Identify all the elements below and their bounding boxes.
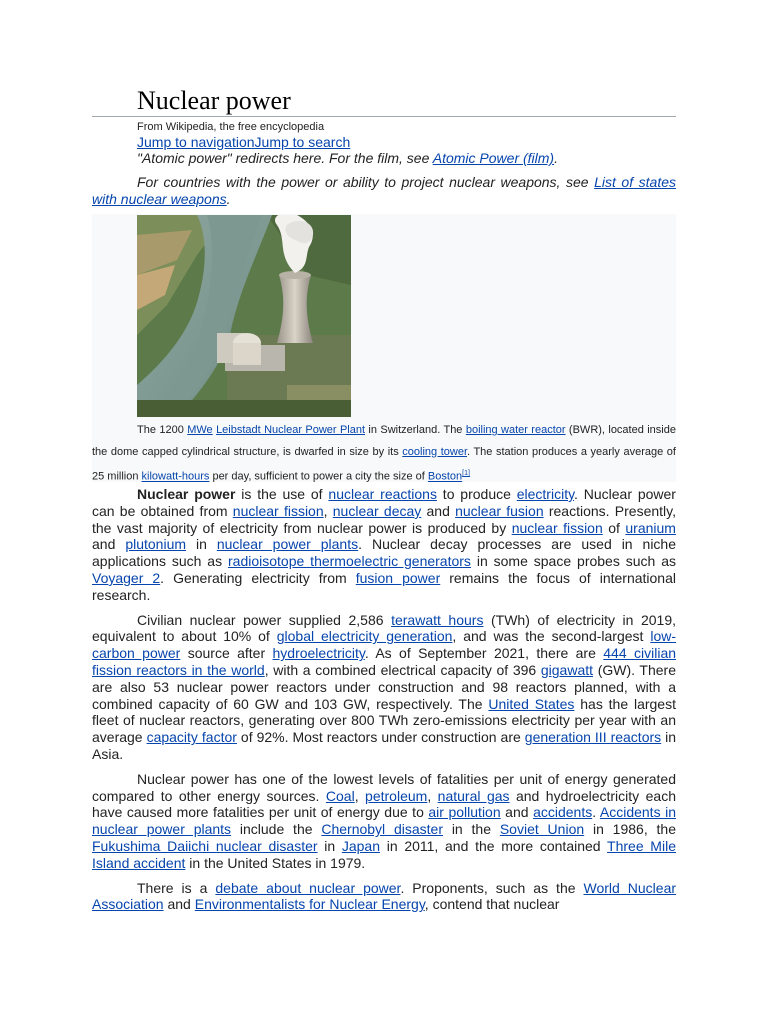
united-states-link[interactable]: United States (488, 695, 575, 712)
text: to produce (436, 486, 517, 502)
text: (GW). There are also 53 nuclear power reactors under construction and 98 reactors planned, with a combined capacity of 60 GW and 103 GW, respectively. The (92, 661, 676, 712)
caption-text: per day, sufficient to power a city the size of (209, 470, 428, 483)
text: in (186, 536, 217, 553)
boiling-water-reactor-link[interactable]: boiling water reactor (465, 424, 566, 436)
text: of 92%. Most reactors under construction are (236, 729, 525, 746)
air-pollution-link[interactable]: air pollution (428, 804, 501, 821)
text: . Nuclear power can be obtained from (92, 486, 676, 519)
nuclear-fission-link[interactable]: nuclear fission (232, 502, 324, 519)
leibstadt-link[interactable]: Leibstadt Nuclear Power Plant (216, 424, 366, 436)
text: and (500, 804, 534, 821)
hydroelectricity-link[interactable]: hydroelectricity (272, 645, 365, 662)
paragraph-1 (92, 486, 676, 604)
text: and hydroelectricity each have caused more fatalities per unit of energy due to (92, 787, 676, 821)
site-tagline: From Wikipedia, the free encyclopedia (137, 121, 325, 133)
mwe-link[interactable]: MWe (187, 424, 213, 436)
text: There is a (137, 879, 216, 896)
paragraph-2 (92, 612, 676, 763)
text: in the (443, 821, 500, 838)
text: in some space probes such as (470, 553, 676, 570)
bold-term: Nuclear power (137, 486, 236, 502)
kilowatt-hours-link[interactable]: kilowatt-hours (141, 470, 210, 483)
generation-iii-reactors-link[interactable]: generation III reactors (524, 729, 662, 746)
three-mile-island-link[interactable]: Three Mile Island accident (92, 837, 676, 871)
caption-text: in Switzerland. The (365, 424, 466, 436)
text: . Nuclear decay processes are used in niche applications such as (92, 536, 677, 570)
reference-link[interactable]: [1] (462, 470, 470, 477)
hatnote-atomic-power (137, 150, 558, 166)
text: , (354, 787, 366, 804)
text: reactions. Presently, the vast majority of electricity from nuclear power is produced by (92, 502, 676, 536)
paragraph-3 (92, 771, 676, 872)
uranium-link[interactable]: uranium (625, 519, 676, 536)
global-electricity-generation-link[interactable]: global electricity generation (276, 628, 453, 645)
text: in 2011, and the more contained (380, 837, 608, 854)
states-with-nuclear-weapons-link[interactable]: List of states with nuclear weapons (92, 174, 676, 207)
hatnote-period: . (226, 191, 231, 207)
hatnote-nuclear-weapons (92, 174, 676, 208)
text: include the (231, 821, 322, 838)
nuclear-fusion-link[interactable]: nuclear fusion (455, 502, 544, 519)
nuclear-debate-link[interactable]: debate about nuclear power (215, 879, 401, 896)
title-divider (92, 116, 676, 117)
rtg-link[interactable]: radioisotope thermoelectric generators (228, 553, 471, 570)
text: and (92, 536, 126, 553)
soviet-union-link[interactable]: Soviet Union (499, 821, 585, 838)
electricity-link[interactable]: electricity (516, 486, 575, 502)
natural-gas-link[interactable]: natural gas (437, 787, 510, 804)
text: . Generating electricity from (160, 569, 356, 586)
japan-link[interactable]: Japan (341, 837, 381, 854)
nuclear-fission-link-2[interactable]: nuclear fission (511, 519, 603, 536)
boston-link[interactable]: Boston (427, 470, 463, 483)
text: , (323, 502, 333, 519)
figure-caption (92, 420, 676, 488)
low-carbon-power-link[interactable]: low-carbon power (92, 628, 676, 662)
atomic-power-film-link[interactable]: Atomic Power (film) (432, 150, 555, 166)
text: in Asia. (92, 729, 677, 762)
text: and (163, 896, 195, 913)
jump-links (137, 134, 350, 150)
text: , (427, 787, 438, 804)
plutonium-link[interactable]: plutonium (125, 536, 187, 553)
text: Civilian nuclear power supplied 2,586 (137, 611, 392, 628)
text: . As of September 2021, there are (364, 645, 604, 662)
accidents-link[interactable]: accidents (533, 804, 593, 821)
nuclear-accidents-link[interactable]: Accidents in nuclear power plants (92, 804, 676, 838)
caption-text: (BWR), located inside the dome capped cylindrical structure, is dwarfed in size by its (92, 424, 676, 458)
environmentalists-link[interactable]: Environmentalists for Nuclear Energy (194, 896, 425, 913)
voyager-2-link[interactable]: Voyager 2 (92, 569, 161, 586)
text: has the largest fleet of nuclear reactors, generating over 800 TWh zero-emissions electricity per year with an average (92, 695, 676, 746)
text: in 1986, the (584, 821, 676, 838)
fukushima-link[interactable]: Fukushima Daiichi nuclear disaster (92, 837, 318, 854)
chernobyl-disaster-link[interactable]: Chernobyl disaster (321, 821, 443, 838)
caption-text: The 1200 (137, 424, 188, 436)
power-plant-photo[interactable] (137, 215, 351, 417)
nuclear-decay-link[interactable]: nuclear decay (332, 502, 422, 519)
jump-to-search-link[interactable]: Jump to search (254, 134, 351, 150)
text: and (421, 502, 456, 519)
caption-text: . The station produces a yearly average of 25 million (92, 445, 676, 483)
terawatt-hours-link[interactable]: terawatt hours (391, 611, 484, 628)
text: . Proponents, such as the (400, 879, 584, 896)
fusion-power-link[interactable]: fusion power (355, 569, 441, 586)
jump-to-navigation-link[interactable]: Jump to navigation (137, 134, 255, 150)
nuclear-reactions-link[interactable]: nuclear reactions (328, 486, 437, 502)
world-nuclear-association-link[interactable]: World Nuclear Association (92, 879, 677, 913)
nuclear-power-plants-link[interactable]: nuclear power plants (216, 536, 359, 553)
hatnote-period: . (554, 150, 558, 166)
article-body (92, 486, 676, 921)
text: , contend that nuclear (424, 896, 560, 913)
text: remains the focus of international research. (92, 569, 676, 603)
text: source after (180, 645, 273, 662)
text: , and was the second-largest (452, 628, 651, 645)
text: Nuclear power has one of the lowest levels of fatalities per unit of energy generated compared to other energy sources. (92, 770, 676, 804)
petroleum-link[interactable]: petroleum (365, 787, 428, 804)
power-plant-image (137, 215, 351, 417)
paragraph-4 (92, 880, 676, 914)
text: , with a combined electrical capacity of 396 (264, 661, 541, 678)
civilian-reactors-link[interactable]: 444 civilian fission reactors in the world (92, 645, 677, 678)
gigawatt-link[interactable]: gigawatt (540, 661, 594, 678)
text: . (592, 804, 600, 821)
text: in (317, 837, 342, 854)
text: (TWh) of electricity in 2019, equivalent to about 10% of (92, 611, 676, 645)
page-title: Nuclear power (137, 86, 291, 115)
coal-link[interactable]: Coal (325, 787, 355, 804)
capacity-factor-link[interactable]: capacity factor (146, 729, 237, 746)
text: in the United States in 1979. (185, 854, 366, 871)
text: is the use of (235, 486, 329, 502)
hatnote-text: "Atomic power" redirects here. For the film, see (137, 150, 433, 166)
hatnote-text: For countries with the power or ability to project nuclear weapons, see (137, 174, 595, 190)
text: of (602, 519, 626, 536)
cooling-tower-link[interactable]: cooling tower (402, 445, 468, 458)
